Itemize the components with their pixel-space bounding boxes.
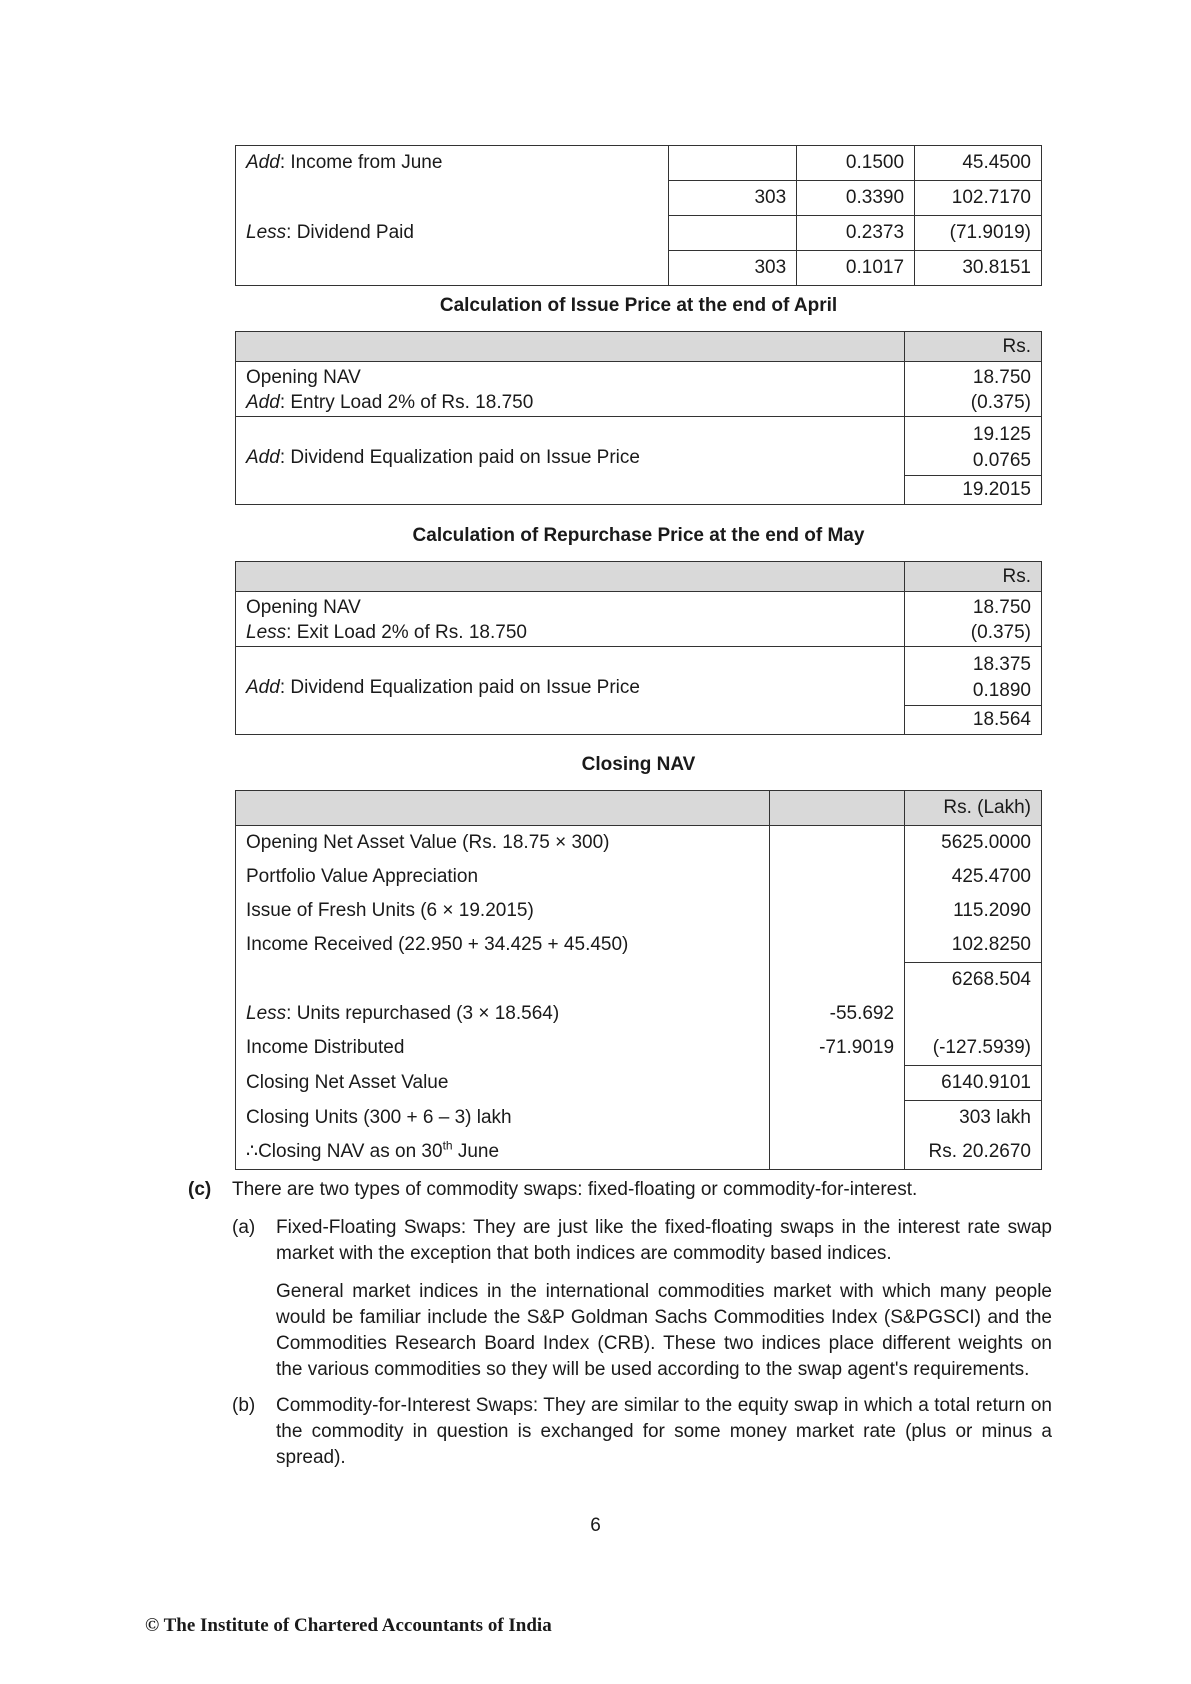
row-label: Closing Net Asset Value	[236, 1066, 770, 1101]
mid-cell	[770, 963, 905, 998]
row-label: Issue of Fresh Units (6 × 19.2015)	[236, 894, 770, 928]
row-label: ∴Closing NAV as on 30th June	[236, 1135, 770, 1170]
header-unit: Rs. (Lakh)	[905, 791, 1042, 826]
mid-cell	[770, 1135, 905, 1170]
section-c-intro: There are two types of commodity swaps: fixed-floating or commodity-for-interest.	[232, 1179, 918, 1200]
row-label: Opening NAV Add: Entry Load 2% of Rs. 18.750	[236, 362, 905, 417]
section-c-marker: (c)	[188, 1179, 212, 1200]
item-a-paragraph-1: Fixed-Floating Swaps: They are just like the fixed-floating swaps in the interest rate swap market with the exception that both indices are commodity based indices.	[276, 1217, 1052, 1264]
table-row	[236, 1135, 1042, 1170]
value-cell: Rs. 20.2670	[905, 1135, 1042, 1170]
header-blank	[236, 562, 905, 592]
table-row	[236, 1101, 1042, 1136]
value-cell	[905, 997, 1042, 1031]
cell: 303	[669, 181, 797, 216]
header-blank	[770, 791, 905, 826]
mid-cell	[770, 928, 905, 963]
mid-cell: -55.692	[770, 997, 905, 1031]
table-row	[236, 647, 1042, 735]
table-header-row	[236, 791, 1042, 826]
row-label: Income Distributed	[236, 1031, 770, 1066]
table-header-row	[236, 332, 1042, 362]
value-cell: 18.375 0.1890 18.564	[905, 647, 1042, 735]
row-label: Add: Dividend Equalization paid on Issue Price	[236, 647, 905, 735]
cell: 0.1017	[797, 251, 915, 286]
mid-cell	[770, 1066, 905, 1101]
mid-cell: -71.9019	[770, 1031, 905, 1066]
value-cell: 6268.504	[905, 963, 1042, 998]
item-b-marker: (b)	[232, 1395, 256, 1416]
row-label	[236, 251, 669, 286]
row-label: Closing Units (300 + 6 – 3) lakh	[236, 1101, 770, 1136]
closing-nav-caption: Closing NAV	[581, 754, 696, 775]
row-label	[236, 963, 770, 998]
table-row	[236, 251, 1042, 286]
row-label	[236, 181, 669, 216]
cell	[669, 216, 797, 251]
cell: 0.3390	[797, 181, 915, 216]
row-label: Add: Dividend Equalization paid on Issue Price	[236, 417, 905, 505]
cell: 0.1500	[797, 146, 915, 181]
cell: 102.7170	[915, 181, 1042, 216]
item-a-paragraph-2: General market indices in the international commodities market with which many people would be familiar include the S&P Goldman Sachs Commodities Index (S&PGSCI) and the Commodities Research Board Index (CRB). These two indices place different weights on the various commodities so they will be used according to the swap agent's requirements.	[276, 1281, 1052, 1380]
value-cell: 425.4700	[905, 860, 1042, 894]
item-b-paragraph-1: Commodity-for-Interest Swaps: They are similar to the equity swap in which a total return on the commodity in question is exchanged for some money market rate (plus or minus a spread).	[276, 1395, 1052, 1468]
table-row	[236, 362, 1042, 417]
row-label: Portfolio Value Appreciation	[236, 860, 770, 894]
header-unit: Rs.	[905, 562, 1042, 592]
table-row	[236, 181, 1042, 216]
repurchase-price-caption: Calculation of Repurchase Price at the end of May	[412, 525, 865, 546]
row-label: Income Received (22.950 + 34.425 + 45.450)	[236, 928, 770, 963]
table-row	[236, 1031, 1042, 1066]
row-label: Less: Dividend Paid	[236, 216, 669, 251]
cell: 0.2373	[797, 216, 915, 251]
mid-cell	[770, 826, 905, 861]
cell: 45.4500	[915, 146, 1042, 181]
value-cell: 5625.0000	[905, 826, 1042, 861]
row-label: Less: Units repurchased (3 × 18.564)	[236, 997, 770, 1031]
dividend-table	[235, 145, 1042, 286]
closing-nav-table	[235, 790, 1042, 1170]
table-row	[236, 146, 1042, 181]
mid-cell	[770, 1101, 905, 1136]
issue-price-table	[235, 331, 1042, 505]
header-blank	[236, 332, 905, 362]
value-cell: 19.125 0.0765 19.2015	[905, 417, 1042, 505]
row-label: Opening Net Asset Value (Rs. 18.75 × 300)	[236, 826, 770, 861]
value-cell: (-127.5939)	[905, 1031, 1042, 1066]
cell: (71.9019)	[915, 216, 1042, 251]
table-header-row	[236, 562, 1042, 592]
cell: 30.8151	[915, 251, 1042, 286]
table-row	[236, 216, 1042, 251]
table-row	[236, 417, 1042, 505]
value-cell: 102.8250	[905, 928, 1042, 963]
value-cell: 18.750 (0.375)	[905, 362, 1042, 417]
page-number: 6	[590, 1515, 601, 1536]
table-row	[236, 860, 1042, 894]
cell	[669, 146, 797, 181]
table-row	[236, 928, 1042, 963]
mid-cell	[770, 860, 905, 894]
issue-price-caption: Calculation of Issue Price at the end of April	[439, 295, 838, 316]
copyright-footer: © The Institute of Chartered Accountants of India	[145, 1615, 552, 1636]
table-row	[236, 894, 1042, 928]
header-unit: Rs.	[905, 332, 1042, 362]
table-row	[236, 963, 1042, 998]
table-row	[236, 1066, 1042, 1101]
value-cell: 18.750 (0.375)	[905, 592, 1042, 647]
table-row	[236, 997, 1042, 1031]
value-cell: 303 lakh	[905, 1101, 1042, 1136]
mid-cell	[770, 894, 905, 928]
row-label: Add: Income from June	[236, 146, 669, 181]
value-cell: 6140.9101	[905, 1066, 1042, 1101]
table-row	[236, 592, 1042, 647]
table-row	[236, 826, 1042, 861]
cell: 303	[669, 251, 797, 286]
header-blank	[236, 791, 770, 826]
value-cell: 115.2090	[905, 894, 1042, 928]
repurchase-price-table	[235, 561, 1042, 735]
item-a-marker: (a)	[232, 1217, 256, 1238]
row-label: Opening NAV Less: Exit Load 2% of Rs. 18.750	[236, 592, 905, 647]
